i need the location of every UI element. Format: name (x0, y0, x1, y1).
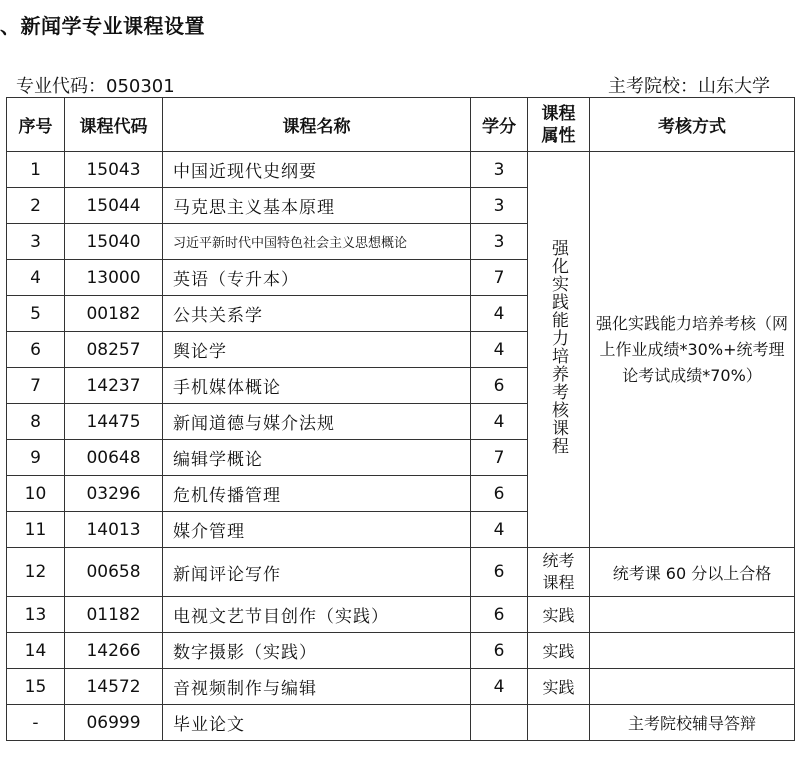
page-title: 、新闻学专业课程设置 (0, 14, 205, 38)
cell-code: 00182 (65, 296, 163, 332)
cell-name: 马克思主义基本原理 (163, 188, 471, 224)
cell-name: 英语（专升本） (163, 260, 471, 296)
cell-attr: 实践 (528, 633, 590, 669)
exam-school: 主考院校：山东大学 (608, 76, 770, 97)
cell-name: 习近平新时代中国特色社会主义思想概论 (163, 224, 471, 260)
cell-attr: 统考课程 (528, 548, 590, 597)
cell-code: 13000 (65, 260, 163, 296)
cell-name: 数字摄影（实践） (163, 633, 471, 669)
cell-name: 危机传播管理 (163, 476, 471, 512)
table-row (7, 669, 795, 705)
table-row (7, 705, 795, 741)
cell-exam (590, 669, 795, 705)
header-credit: 学分 (471, 98, 528, 152)
header-name: 课程名称 (163, 98, 471, 152)
cell-seq: 10 (7, 476, 65, 512)
cell-seq: 7 (7, 368, 65, 404)
cell-credit: 7 (471, 440, 528, 476)
cell-name: 新闻评论写作 (163, 548, 471, 597)
cell-name: 公共关系学 (163, 296, 471, 332)
cell-seq: 6 (7, 332, 65, 368)
cell-code: 14237 (65, 368, 163, 404)
cell-name: 毕业论文 (163, 705, 471, 741)
table-row (7, 152, 795, 188)
course-table (6, 97, 795, 741)
cell-name: 编辑学概论 (163, 440, 471, 476)
cell-seq: 3 (7, 224, 65, 260)
cell-credit (471, 705, 528, 741)
cell-credit: 3 (471, 188, 528, 224)
cell-seq: 12 (7, 548, 65, 597)
cell-credit: 4 (471, 332, 528, 368)
cell-code: 15040 (65, 224, 163, 260)
major-code: 专业代码：050301 (16, 76, 175, 97)
cell-code: 14013 (65, 512, 163, 548)
cell-seq: 2 (7, 188, 65, 224)
cell-credit: 6 (471, 548, 528, 597)
cell-name: 中国近现代史纲要 (163, 152, 471, 188)
header-seq: 序号 (7, 98, 65, 152)
cell-seq: 11 (7, 512, 65, 548)
cell-code: 14475 (65, 404, 163, 440)
cell-credit: 6 (471, 597, 528, 633)
cell-code: 00658 (65, 548, 163, 597)
cell-name: 舆论学 (163, 332, 471, 368)
cell-seq: 8 (7, 404, 65, 440)
cell-credit: 4 (471, 404, 528, 440)
cell-credit: 6 (471, 368, 528, 404)
cell-seq: 4 (7, 260, 65, 296)
header-code: 课程代码 (65, 98, 163, 152)
cell-exam (590, 633, 795, 669)
table-row (7, 548, 795, 597)
cell-code: 08257 (65, 332, 163, 368)
cell-code: 14266 (65, 633, 163, 669)
cell-name: 新闻道德与媒介法规 (163, 404, 471, 440)
cell-exam: 主考院校辅导答辩 (590, 705, 795, 741)
cell-credit: 7 (471, 260, 528, 296)
cell-code: 06999 (65, 705, 163, 741)
header-exam: 考核方式 (590, 98, 795, 152)
cell-attr: 实践 (528, 597, 590, 633)
cell-code: 01182 (65, 597, 163, 633)
cell-credit: 4 (471, 512, 528, 548)
cell-credit: 3 (471, 152, 528, 188)
cell-seq: 5 (7, 296, 65, 332)
cell-code: 03296 (65, 476, 163, 512)
cell-seq: 9 (7, 440, 65, 476)
cell-seq: 1 (7, 152, 65, 188)
table-header-row (7, 98, 795, 152)
cell-code: 15043 (65, 152, 163, 188)
cell-attr (528, 705, 590, 741)
cell-seq: - (7, 705, 65, 741)
table-row (7, 597, 795, 633)
cell-exam (590, 597, 795, 633)
cell-seq: 15 (7, 669, 65, 705)
cell-exam: 统考课 60 分以上合格 (590, 548, 795, 597)
header-attr: 课程属性 (528, 98, 590, 152)
group-exam-cell: 强化实践能力培养考核（网上作业成绩*30%+统考理论考试成绩*70%） (590, 152, 795, 548)
cell-code: 14572 (65, 669, 163, 705)
cell-name: 电视文艺节目创作（实践） (163, 597, 471, 633)
cell-credit: 6 (471, 476, 528, 512)
cell-credit: 4 (471, 669, 528, 705)
cell-credit: 3 (471, 224, 528, 260)
cell-credit: 4 (471, 296, 528, 332)
cell-code: 15044 (65, 188, 163, 224)
group-attr-text: 强化实践能力培养考核课程 (548, 239, 568, 455)
cell-code: 00648 (65, 440, 163, 476)
cell-credit: 6 (471, 633, 528, 669)
cell-seq: 13 (7, 597, 65, 633)
cell-name: 手机媒体概论 (163, 368, 471, 404)
cell-attr: 实践 (528, 669, 590, 705)
cell-name: 音视频制作与编辑 (163, 669, 471, 705)
cell-seq: 14 (7, 633, 65, 669)
group-attr-cell (528, 152, 590, 548)
table-row (7, 633, 795, 669)
cell-name: 媒介管理 (163, 512, 471, 548)
